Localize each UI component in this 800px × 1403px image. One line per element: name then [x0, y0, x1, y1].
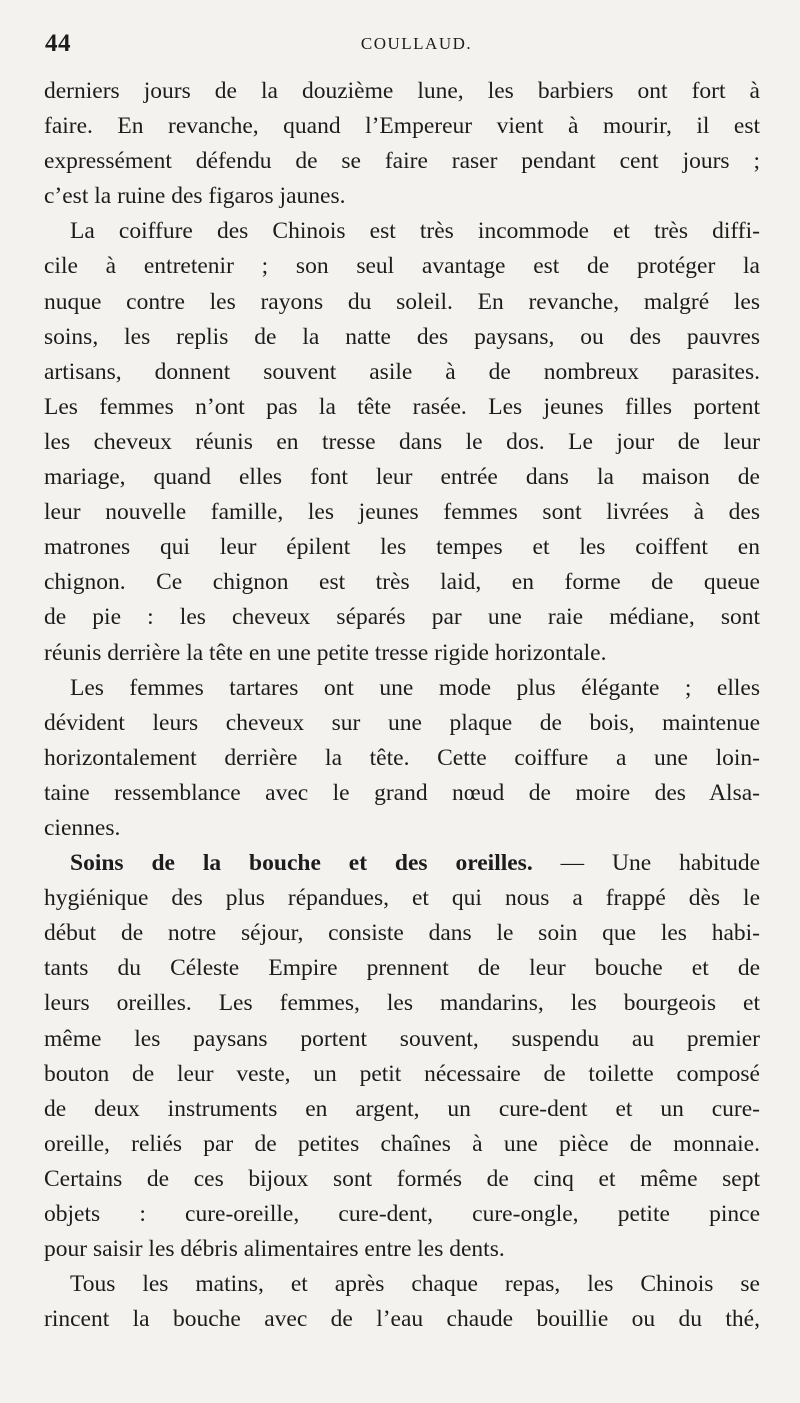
text-line: dévident leurs cheveux sur une plaque de bois, maintenue [44, 709, 760, 736]
text-line: oreille, reliés par de petites chaînes à une pièce de monnaie. [44, 1130, 760, 1157]
text-line: hygiénique des plus répandues, et qui nous a frappé dès le [44, 885, 760, 912]
text-line: leur nouvelle famille, les jeunes femmes sont livrées à des [44, 499, 760, 526]
text-line: objets : cure-oreille, cure-dent, cure-ongle, petite pince [44, 1201, 760, 1227]
text-line: réunis derrière la tête en une petite tresse rigide horizontale. [44, 639, 607, 666]
section-heading-line [44, 846, 760, 881]
section-heading: Soins de la bouche et des oreilles. [70, 850, 533, 877]
running-head: COULLAUD. [360, 34, 473, 53]
text-line: derniers jours de la douzième lune, les barbiers ont fort à [44, 78, 760, 104]
text-line: Les femmes n’ont pas la tête rasée. Les jeunes filles portent [44, 393, 760, 420]
text-line: taine ressemblance avec le grand nœud de moire des Alsa- [44, 779, 760, 806]
section-heading-continuation: — Une habitude [532, 850, 760, 877]
text-line: La coiffure des Chinois est très incommode et très diffi- [70, 218, 760, 245]
text-line: Tous les matins, et après chaque repas, les Chinois se [70, 1271, 760, 1298]
text-line: Les femmes tartares ont une mode plus élégante ; elles [70, 674, 760, 701]
text-line: rincent la bouche avec de l’eau chaude bouillie ou du thé, [44, 1306, 760, 1333]
text-line: nuque contre les rayons du soleil. En revanche, malgré les [44, 288, 760, 315]
text-line: mariage, quand elles font leur entrée dans la maison de [44, 464, 760, 491]
text-line: c’est la ruine des figaros jaunes. [44, 183, 346, 210]
text-line: expressément défendu de se faire raser pendant cent jours ; [44, 148, 760, 175]
body-text [44, 74, 760, 1337]
text-line: début de notre séjour, consiste dans le soin que les habi- [44, 920, 760, 947]
text-line: leurs oreilles. Les femmes, les mandarins, les bourgeois et [44, 990, 760, 1017]
text-line: les cheveux réunis en tresse dans le dos. Le jour de leur [44, 428, 760, 455]
text-line: même les paysans portent souvent, suspendu au premier [44, 1025, 760, 1052]
text-line: soins, les replis de la natte des paysans, ou des pauvres [44, 323, 760, 350]
text-line: ciennes. [44, 814, 121, 841]
text-line: horizontalement derrière la tête. Cette coiffure a une loin- [44, 744, 760, 771]
text-line: matrones qui leur épilent les tempes et les coiffent en [44, 534, 760, 561]
text-line: cile à entretenir ; son seul avantage est de protéger la [44, 253, 760, 280]
page-header [45, 30, 758, 64]
text-line: Certains de ces bijoux sont formés de cinq et même sept [44, 1165, 760, 1192]
text-line: artisans, donnent souvent asile à de nombreux parasites. [44, 358, 760, 385]
text-line: faire. En revanche, quand l’Empereur vient à mourir, il est [44, 113, 760, 140]
text-line: de pie : les cheveux séparés par une raie médiane, sont [44, 604, 760, 631]
page-number: 44 [45, 30, 71, 57]
text-line: de deux instruments en argent, un cure-dent et un cure- [44, 1095, 760, 1122]
text-line: chignon. Ce chignon est très laid, en forme de queue [44, 569, 760, 596]
text-line: pour saisir les débris alimentaires entre les dents. [44, 1236, 505, 1263]
text-line: bouton de leur veste, un petit nécessaire de toilette composé [44, 1060, 760, 1087]
text-line: tants du Céleste Empire prennent de leur bouche et de [44, 955, 760, 982]
